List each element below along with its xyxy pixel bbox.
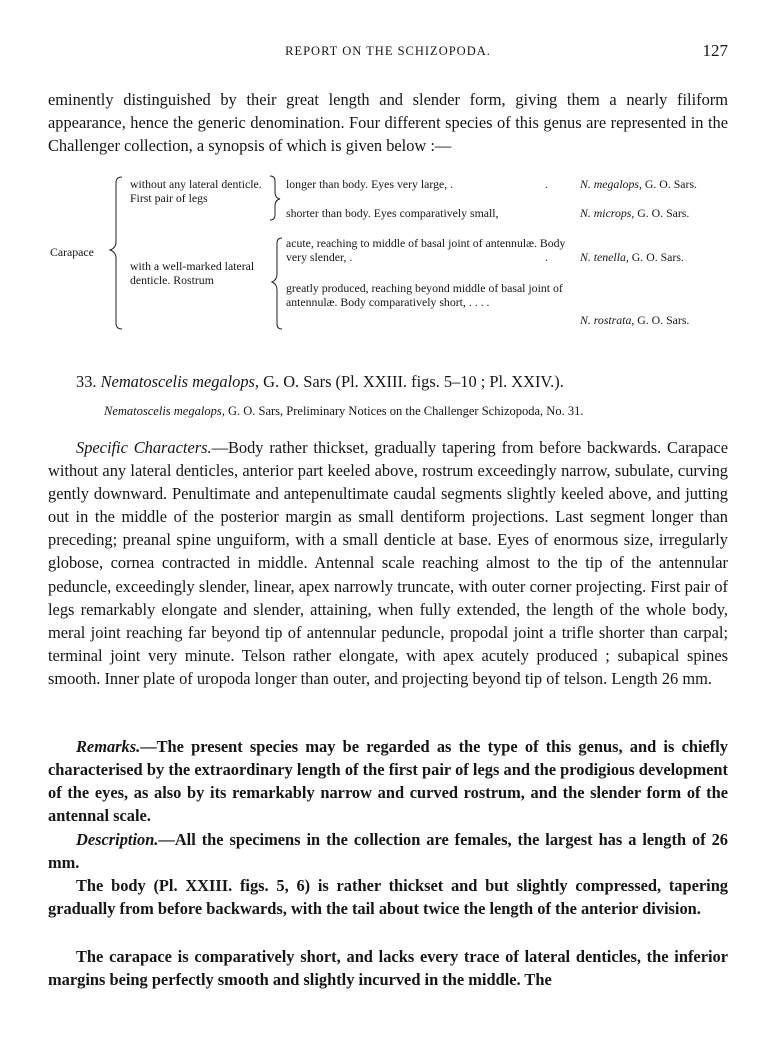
- brace-carapace: [110, 177, 122, 329]
- species-heading: [76, 372, 736, 392]
- specific-characters-text: —Body rather thickset, gradually tapering from before backwards. Carapace without any lateral denticles, anterior part keeled above, rostrum exceedingly narrow, subulate, curving gently downward. Penultimate and antepenultimate caudal segments slightly keeled above, and jutting out in the middle of the posterior margin as small dentiform projections. Last segment longer than preceding; preanal spine unguiform, with a small denticle at base. Eyes of enormous size, irregularly globose, cornea contracted in middle. Antennal scale reaching almost to the tip of the antennular peduncle, exceedingly slender, linear, apex narrowly truncate, with outer corner projecting. First pair of legs remarkably elongate and slender, attaining, when fully extended, the length of the whole body, meral joint reaching far beyond tip of antennular peduncle, propodal joint a trifle shorter than carpal; terminal joint very minute. Telson rather elongate, with apex acutely produced ; subapical spines smooth. Inner plate of uropoda longer than outer, and projecting beyond tip of telson. Length 26 mm.: [48, 438, 728, 688]
- species-megalops: N. megalops, G. O. Sars.: [580, 177, 697, 191]
- remarks-text: —The present species may be regarded as the type of this genus, and is chiefly characterised by the extraordinary length of the first pair of legs and the prodigious development of the eyes, as also by its remarkably narrow and curved rostrum, and the slender form of the antennal scale.: [48, 737, 728, 826]
- brace-group1: [270, 176, 280, 220]
- synonym-reference: G. O. Sars, Preliminary Notices on the Challenger Schizopoda, No. 31.: [227, 404, 584, 418]
- intro-paragraph: eminently distinguished by their great length and slender form, giving them a nearly filiform appearance, hence the generic denomination. Four different species of this genus are represented in the Challenger collection, a synopsis of which is given below :—: [48, 90, 728, 156]
- page-number: 127: [702, 41, 728, 60]
- synopsis-root: Carapace: [50, 245, 94, 259]
- description-paragraph: [48, 828, 728, 874]
- description-lead: Description.: [76, 830, 159, 849]
- species-microps: N. microps, G. O. Sars.: [580, 206, 690, 220]
- specific-characters-paragraph: [48, 436, 728, 690]
- group2-option1-dot: .: [545, 250, 548, 264]
- group2-option2: greatly produced, reaching beyond middle of basal joint of antennulæ. Body comparatively short, . . . .: [286, 281, 563, 309]
- group1-option2: shorter than body. Eyes comparatively small,: [286, 206, 499, 220]
- body-paragraph: The body (Pl. XXIII. figs. 5, 6) is rather thickset and but slightly compressed, tapering gradually from before backwards, with the tail about twice the length of the anterior division.: [48, 876, 728, 919]
- synonym-name: Nematoscelis megalops,: [104, 404, 225, 418]
- remarks-paragraph: [48, 735, 728, 827]
- species-tenella: N. tenella, G. O. Sars.: [580, 250, 684, 264]
- running-title: REPORT ON THE SCHIZOPODA.: [285, 44, 491, 58]
- group2-option1: acute, reaching to middle of basal joint of antennulæ. Body very slender, .: [286, 236, 566, 264]
- group1-option1: longer than body. Eyes very large, .: [286, 177, 454, 191]
- carapace-paragraph: The carapace is comparatively short, and lacks every trace of lateral denticles, the inferior margins being perfectly smooth and slightly incurved in the middle. The: [48, 947, 728, 990]
- group1-label: without any lateral denticle. First pair of legs: [130, 177, 262, 205]
- group2-label: with a well-marked lateral denticle. Rostrum: [130, 259, 255, 287]
- specific-characters-lead: Specific Characters.: [76, 438, 212, 457]
- remarks-lead: Remarks.: [76, 737, 141, 756]
- species-number: 33.: [76, 372, 97, 391]
- synonymy-line: [104, 404, 734, 419]
- brace-group2-left: [272, 238, 282, 329]
- species-synopsis-key: [48, 174, 738, 334]
- species-author-refs: G. O. Sars (Pl. XXIII. figs. 5–10 ; Pl. XXIV.).: [263, 372, 564, 391]
- species-rostrata: N. rostrata, G. O. Sars.: [580, 313, 690, 327]
- group1-option1-dot: .: [545, 177, 548, 191]
- description-text: —All the specimens in the collection are females, the largest has a length of 26 mm.: [48, 830, 728, 873]
- species-name: Nematoscelis megalops,: [100, 372, 260, 391]
- running-header: [48, 41, 728, 64]
